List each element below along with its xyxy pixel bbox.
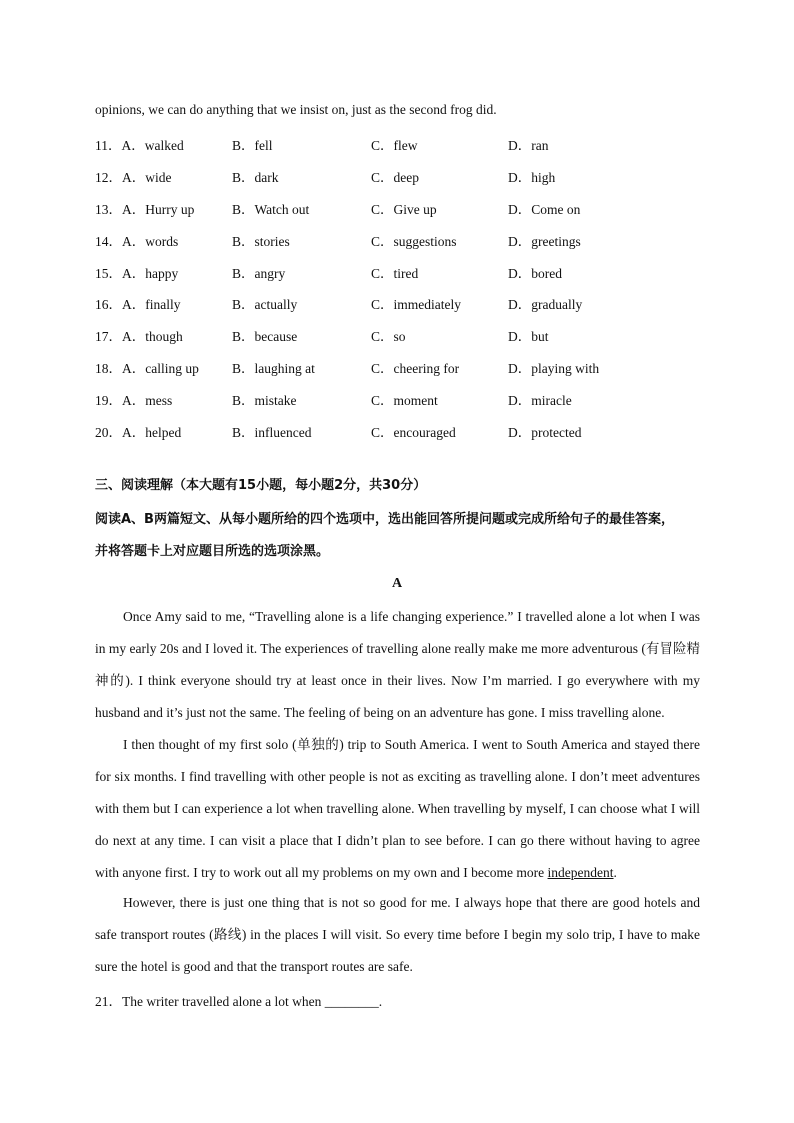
option-row [95,293,715,313]
option-a: 17．A．though [95,329,183,344]
option-d: D．gradually [508,297,583,312]
section-instruction-2: 并将答题卡上对应题目所选的选项涂黑。 [95,544,330,559]
option-a: 18．A．calling up [95,361,199,376]
option-c: C．tired [371,266,419,281]
option-c: C．cheering for [371,361,460,376]
option-a: 14．A．words [95,234,179,249]
option-d: D．miracle [508,393,572,408]
section-title: 三、阅读理解（本大题有15小题，每小题2分，共30分） [95,478,427,493]
option-b: B．dark [232,170,279,185]
option-c: C．deep [371,170,419,185]
option-a: 16．A．finally [95,297,181,312]
option-b: B．stories [232,234,290,249]
option-c: C．so [371,329,406,344]
option-b: B．because [232,329,298,344]
option-c: C．encouraged [371,425,456,440]
option-c: C．moment [371,393,438,408]
option-d: D．bored [508,266,562,281]
option-c: C．flew [371,138,418,153]
option-b: B．fell [232,138,273,153]
section-instruction-1: 阅读A、B两篇短文、从每小题所给的四个选项中，选出能回答所提问题或完成所给句子的最佳答案， [95,512,674,527]
option-a: 12．A．wide [95,170,172,185]
option-a: 13．A．Hurry up [95,202,195,217]
option-d: D．ran [508,138,549,153]
option-b: B．angry [232,266,286,281]
option-row [95,325,715,345]
option-b: B．influenced [232,425,312,440]
option-d: D．greetings [508,234,581,249]
option-row [95,421,715,441]
option-d: D．protected [508,425,582,440]
question-21: 21．The writer travelled alone a lot when ________. [95,994,383,1009]
option-c: C．Give up [371,202,437,217]
option-row [95,134,715,154]
option-a: 11．A．walked [95,138,184,153]
option-b: B．actually [232,297,298,312]
option-row [95,198,715,218]
option-row [95,230,715,250]
option-b: B．Watch out [232,202,310,217]
option-row [95,166,715,186]
option-a: 15．A．happy [95,266,179,281]
option-row [95,357,715,377]
underlined-word: independent [547,865,614,880]
passage-paragraph-3: However, there is just one thing that is not so good for me. I always hope that there are good hotels and safe transport routes (路线) in the places I will visit. So every time before I begin my solo trip, I have to make sure the hotel is good and that the transport routes are safe. [95,895,700,974]
option-c: C．immediately [371,297,461,312]
option-d: D．but [508,329,549,344]
intro-line: opinions, we can do anything that we insist on, just as the second frog did. [95,102,497,117]
option-d: D．high [508,170,556,185]
option-b: B．mistake [232,393,297,408]
option-c: C．suggestions [371,234,457,249]
option-d: D．playing with [508,361,600,376]
option-a: 20．A．helped [95,425,182,440]
option-b: B．laughing at [232,361,315,376]
option-row [95,389,715,409]
passage-paragraph-1: Once Amy said to me, “Travelling alone is a life changing experience.” I travelled alone a lot when I was in my early 20s and I loved it. The experiences of travelling alone really make me more adventurous (有冒险精神的). I think everyone should try at least once in their lives. Now I’m married. I go everywhere with my husband and it’s just not the same. The feeling of being on an adventure has gone. I miss travelling alone. [95,609,700,720]
passage-paragraph-2: I then thought of my first solo (单独的) trip to South America. I went to South America and stayed there for six months. I find travelling with other people is not as exciting as travelling alone. I don’t meet adventures with them but I can experience a lot when travelling alone. When travelling by myself, I can choose what I will do next at any time. I can visit a place that I didn’t plan to see before. I can go there without having to agree with anyone first. I try to work out all my problems on my own and I become more independent. [95,737,700,880]
passage-label: A [391,576,403,591]
option-row [95,262,715,282]
option-d: D．Come on [508,202,581,217]
option-a: 19．A．mess [95,393,173,408]
